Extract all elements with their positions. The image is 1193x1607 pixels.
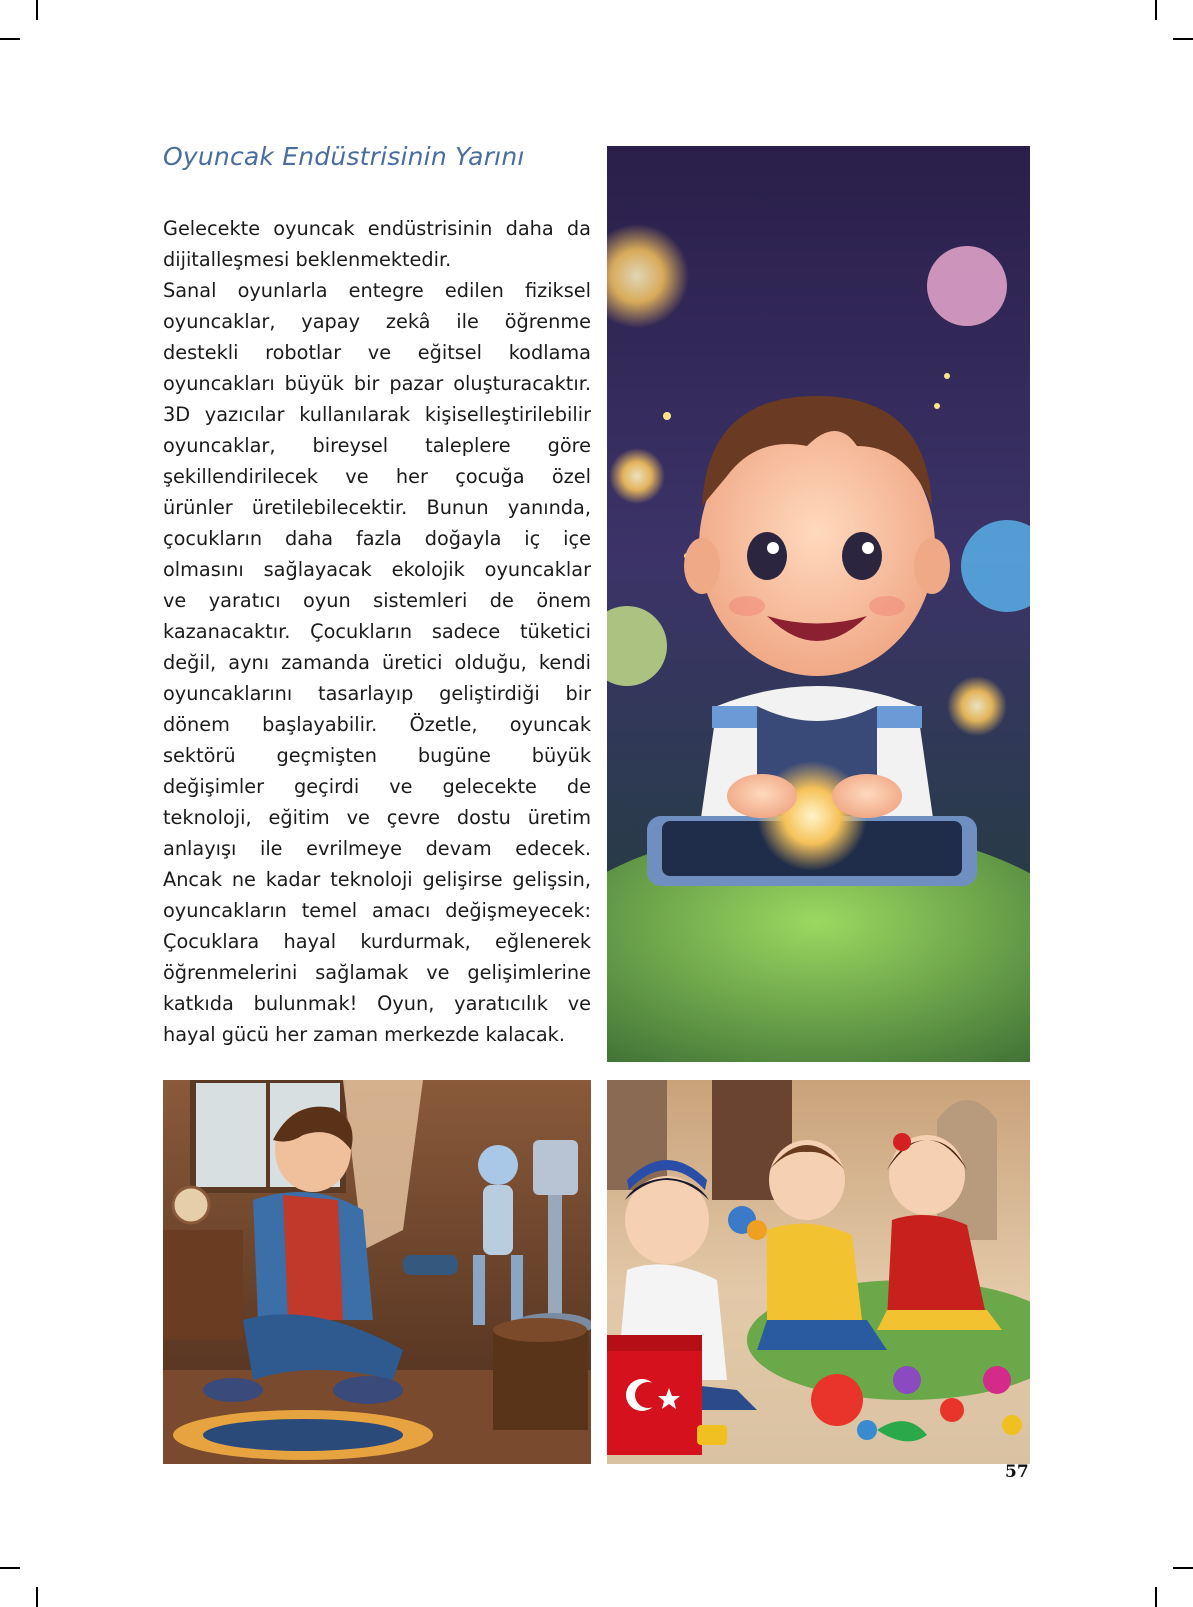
- body-line: Sanal oyunlarla entegre edilen fiziksel: [163, 279, 591, 302]
- crop-mark-top-right-h: [1173, 38, 1193, 40]
- body-line: katkıda bulunmak! Oyun, yaratıcılık ve: [163, 992, 591, 1015]
- illustration-boy-tablet-magic: [607, 146, 1030, 1062]
- crop-mark-top-left-v: [36, 0, 38, 20]
- body-line: Ancak ne kadar teknoloji gelişirse gelişsin,: [163, 868, 591, 891]
- crop-mark-bottom-left-h: [0, 1567, 20, 1569]
- crop-mark-bottom-right-v: [1155, 1587, 1157, 1607]
- illustration-boy-robots-svg: [163, 1080, 591, 1464]
- body-line: destekli robotlar ve eğitsel kodlama: [163, 341, 591, 364]
- body-line: oyuncaklarını tasarlayıp geliştirdiği bir: [163, 682, 591, 705]
- crop-mark-top-right-v: [1155, 0, 1157, 20]
- body-line: dijitalleşmesi beklenmektedir.: [163, 248, 452, 271]
- body-line: Gelecekte oyuncak endüstrisinin daha da: [163, 217, 591, 240]
- illustration-children-toys: [607, 1080, 1030, 1464]
- body-line: ürünler üretilebilecektir. Bunun yanında,: [163, 496, 591, 519]
- illustration-boy-robots: [163, 1080, 591, 1464]
- body-line: 3D yazıcılar kullanılarak kişiselleştirilebilir: [163, 403, 591, 426]
- crop-mark-top-left-h: [0, 38, 20, 40]
- body-line: değişimler geçirdi ve gelecekte de: [163, 775, 591, 798]
- body-line: ve yaratıcı oyun sistemleri de önem: [163, 589, 591, 612]
- body-line: olmasını sağlayacak ekolojik oyuncaklar: [163, 558, 591, 581]
- body-line: anlayışı ile evrilmeye devam edecek.: [163, 837, 591, 860]
- body-text: [163, 213, 591, 1050]
- body-line: öğrenmelerini sağlamak ve gelişimlerine: [163, 961, 591, 984]
- body-line: oyuncaklar, yapay zekâ ile öğrenme: [163, 310, 591, 333]
- body-line: değil, aynı zamanda üretici olduğu, kendi: [163, 651, 591, 674]
- page-number: 57: [1005, 1462, 1029, 1482]
- body-line: sektörü geçmişten bugüne büyük: [163, 744, 591, 767]
- body-line: oyuncakların temel amacı değişmeyecek:: [163, 899, 591, 922]
- body-line: şekillendirilecek ve her çocuğa özel: [163, 465, 591, 488]
- body-line: çocukların daha fazla doğayla iç içe: [163, 527, 591, 550]
- body-line: kazanacaktır. Çocukların sadece tüketici: [163, 620, 591, 643]
- body-line: Çocuklara hayal kurdurmak, eğlenerek: [163, 930, 591, 953]
- crop-mark-bottom-right-h: [1173, 1567, 1193, 1569]
- illustration-children-toys-svg: [607, 1080, 1030, 1464]
- crop-mark-bottom-left-v: [36, 1587, 38, 1607]
- section-title: Oyuncak Endüstrisinin Yarını: [163, 142, 525, 171]
- body-line: teknoloji, eğitim ve çevre dostu üretim: [163, 806, 591, 829]
- body-line: oyuncaklar, bireysel taleplere göre: [163, 434, 591, 457]
- body-line: hayal gücü her zaman merkezde kalacak.: [163, 1023, 565, 1046]
- body-line: dönem başlayabilir. Özetle, oyuncak: [163, 713, 591, 736]
- illustration-boy-tablet-svg: [607, 146, 1030, 1062]
- body-line: oyuncakları büyük bir pazar oluşturacaktır.: [163, 372, 591, 395]
